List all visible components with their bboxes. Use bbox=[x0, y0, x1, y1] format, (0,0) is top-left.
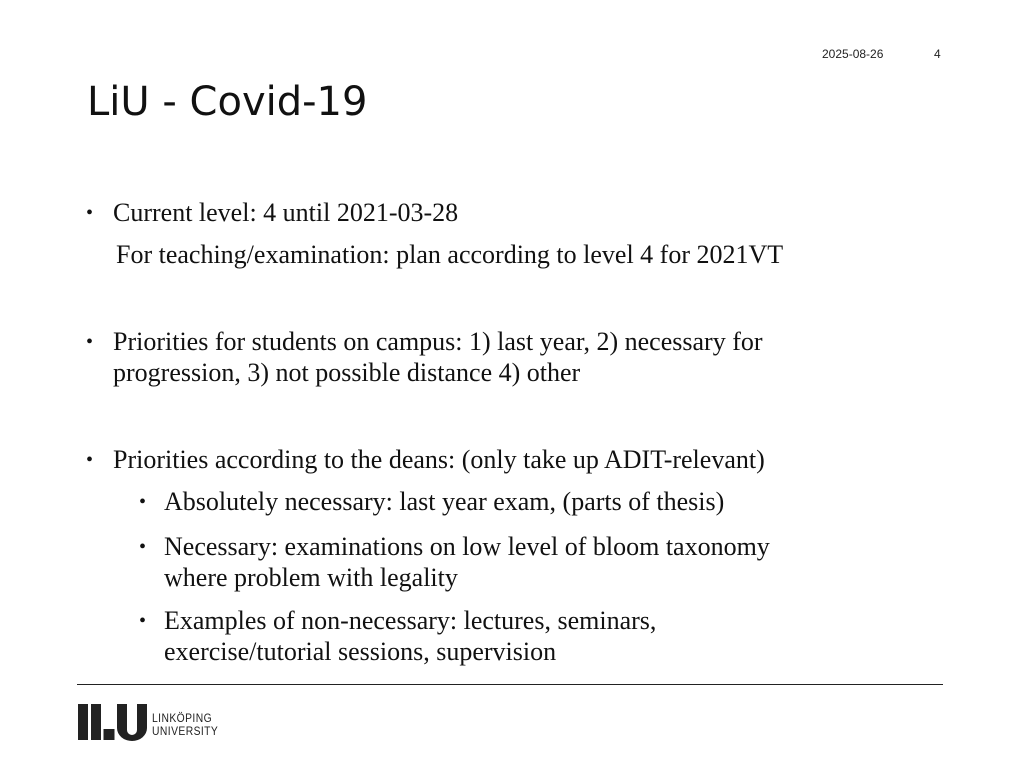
slide-title: LiU - Covid-19 bbox=[87, 79, 368, 125]
bullet-2-marker: • bbox=[86, 331, 94, 353]
bullet-1-text: Current level: 4 until 2021-03-28 bbox=[113, 198, 459, 227]
bullet-1-marker: • bbox=[86, 202, 94, 224]
liu-logo-icon bbox=[78, 704, 148, 742]
sub-bullet-1-text: Absolutely necessary: last year exam, (parts of thesis) bbox=[164, 487, 725, 516]
sub-bullet-2-marker: • bbox=[139, 536, 147, 558]
sub-bullet-3-text-line-2: exercise/tutorial sessions, supervision bbox=[164, 637, 557, 666]
bullet-1-note: For teaching/examination: plan according to level 4 for 2021VT bbox=[116, 240, 784, 269]
sub-bullet-1-marker: • bbox=[139, 491, 147, 513]
bullet-3-marker: • bbox=[86, 449, 94, 471]
slide-date: 2025-08-26 bbox=[822, 47, 884, 61]
slide-page-number: 4 bbox=[934, 47, 941, 61]
footer-divider bbox=[77, 684, 943, 685]
bullet-2-text-line-2: progression, 3) not possible distance 4) other bbox=[113, 358, 581, 387]
logo-line-2: UNIVERSITY bbox=[152, 724, 219, 738]
sub-bullet-3-marker: • bbox=[139, 610, 147, 632]
liu-logo-wordmark bbox=[152, 712, 218, 738]
sub-bullet-3-text-line-1: Examples of non-necessary: lectures, seminars, bbox=[164, 606, 657, 635]
bullet-2-text-line-1: Priorities for students on campus: 1) last year, 2) necessary for bbox=[113, 327, 763, 356]
logo-line-1: LINKÖPING bbox=[152, 711, 213, 725]
sub-bullet-2-text-line-1: Necessary: examinations on low level of bloom taxonomy bbox=[164, 532, 770, 561]
bullet-3-text: Priorities according to the deans: (only take up ADIT-relevant) bbox=[113, 445, 765, 474]
sub-bullet-2-text-line-2: where problem with legality bbox=[164, 563, 458, 592]
